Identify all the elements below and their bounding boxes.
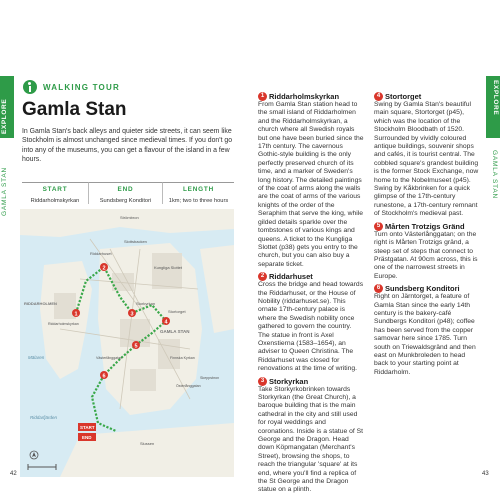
walking-tour-map[interactable]	[20, 209, 234, 477]
section-tab-right[interactable]: EXPLORE	[486, 76, 500, 138]
stop-name: Sundsberg Konditori	[385, 284, 460, 294]
stop-name: Riddarholmskyrkan	[269, 92, 340, 101]
walking-tour-label: WALKING TOUR	[43, 82, 120, 92]
stop-name: Riddarhuset	[269, 272, 313, 282]
stop-description: Turn onto Västerlånggatan; on the right is Mårten Trotzigs gränd, a steep set of steps that connect to Prästgatan. At 90cm across, this is one of the narrowest streets in Europe.	[374, 230, 478, 280]
tour-stop-1	[258, 92, 364, 269]
svg-text:Stortorget: Stortorget	[168, 309, 186, 314]
tour-stop-5	[374, 222, 480, 281]
svg-text:Slussen: Slussen	[140, 441, 155, 446]
stop-number-badge: 5	[374, 222, 383, 231]
tour-stop-4	[374, 92, 480, 219]
svg-text:Riddarfjärden: Riddarfjärden	[30, 415, 58, 420]
svg-text:6: 6	[102, 373, 106, 380]
stop-number-badge: 6	[374, 284, 383, 293]
map-svg	[20, 209, 234, 477]
stop-heading	[374, 222, 480, 231]
svg-text:Slottsbacken: Slottsbacken	[124, 239, 147, 244]
stop-number-badge: 3	[258, 377, 267, 386]
stop-heading	[258, 377, 364, 386]
stops-column-right	[374, 89, 480, 377]
stop-heading	[374, 92, 480, 101]
svg-text:5: 5	[134, 343, 138, 350]
walking-person-icon	[23, 80, 37, 94]
svg-text:Storkyrkan: Storkyrkan	[136, 301, 156, 306]
page-number-right: 43	[482, 471, 489, 477]
map-building	[158, 339, 180, 369]
svg-text:Finnska Kyrkan: Finnska Kyrkan	[170, 356, 195, 360]
stop-description: From Gamla Stan station head to the small island of Riddarholmen and the Riddarholmskyrkan, a church where all Swedish royals but one have been buried since the 17th century. The cavernous Gothic-style building is the only perfectly preserved church of its time, and a marker of Sweden's long history. The detailed paintings of the coat of arms along the walls are the coat of arms of the various knights of the order of the Seraphim that serve the king, while gilded details sparkle over the tombstones of various kings and queens. A ticket to the Kungliga Slottet (p38) gets you entry to the church, but you can also buy a separate ticket.	[258, 101, 364, 268]
svg-text:Västerlånggatan: Västerlånggatan	[96, 356, 123, 360]
stop-description: Cross the bridge and head towards the Riddarhuset, or the House of Nobility (riddarhuset.se). This ornate 17th-century palace is where the Swedish nobility once gathered to govern the country. The statue in front is Axel Oxenstierna (1583–1654), an adviser to Queen Christina. The Riddarhuset was closed for renovations at the time of writing.	[258, 281, 364, 373]
svg-text:GAMLA STAN: GAMLA STAN	[160, 329, 190, 334]
stat-value: Riddarholmskyrkan	[30, 198, 80, 204]
svg-text:4: 4	[164, 319, 168, 326]
stop-description: Right on Järntorget, a feature of Gamla Stan since the early 14th century is the bakery-café Sundbergs Konditori (p48); coffee has been served from the copper samovar here since 1785. Turn south on Triewaldsgränd and then east on Munkbroleden to head back to your starting point at Riddarholm.	[374, 293, 476, 376]
side-label-right: GAMLA STAN	[491, 150, 498, 200]
stop-name: Storkyrkan	[269, 376, 309, 386]
stop-heading	[258, 272, 364, 281]
svg-text:Riddarholmskyrkan: Riddarholmskyrkan	[48, 322, 79, 326]
stop-number-badge: 1	[258, 92, 267, 101]
stat-heading: START	[42, 186, 68, 193]
stat-length	[162, 182, 234, 204]
map-building	[130, 369, 156, 391]
page-title: Gamla Stan	[22, 99, 127, 120]
svg-text:RIDDARHOLMEN: RIDDARHOLMEN	[24, 301, 57, 306]
svg-text:START: START	[80, 425, 95, 430]
svg-text:Österlånggatan: Österlånggatan	[176, 384, 201, 388]
stat-start	[22, 182, 88, 204]
stop-heading	[258, 92, 364, 101]
svg-text:1: 1	[74, 311, 78, 318]
stat-value: Sundsberg Konditori	[99, 198, 152, 204]
stat-heading: LENGTH	[182, 186, 215, 193]
tour-stop-3	[258, 377, 364, 495]
stop-number-badge: 4	[374, 92, 383, 101]
svg-text:Mälaren: Mälaren	[28, 355, 45, 360]
map-building	[152, 253, 182, 289]
svg-text:Strömbron: Strömbron	[120, 215, 139, 220]
svg-text:Kungliga Slottet: Kungliga Slottet	[154, 265, 183, 270]
stat-value: 1km; two to three hours	[168, 198, 229, 204]
stop-heading	[374, 284, 480, 293]
side-label-left: GAMLA STAN	[1, 166, 8, 216]
stat-end	[88, 182, 162, 204]
svg-text:Skeppsbron: Skeppsbron	[200, 376, 220, 380]
svg-text:END: END	[82, 435, 92, 440]
tour-stop-2	[258, 272, 364, 373]
page-number-left: 42	[10, 471, 17, 477]
stop-description: Take Storkyrkobrinken towards Storkyrkan (the Great Church), a baroque building that is the main cathedral in the city and still used for royal weddings and coronations. Inside is a statue of St George and the Dragon. Head down Köpmangatan (Merchant's Street), browsing the shops, to reach the triangular 'square' at its end, where you'll find a replica of the St George and the Dragon statue on a plinth.	[258, 385, 364, 494]
tour-stop-6	[374, 284, 480, 377]
svg-text:3: 3	[130, 311, 134, 318]
stop-name: Stortorget	[385, 92, 422, 101]
tour-stats	[22, 182, 234, 204]
walking-tour-header	[23, 80, 120, 94]
stat-heading: END	[117, 186, 134, 193]
svg-text:Riddarhuset: Riddarhuset	[90, 251, 112, 256]
svg-text:2: 2	[102, 265, 106, 272]
stop-description: Swing by Gamla Stan's beautiful main square, Stortorget (p45), which was the location of the Stockholm Bloodbath of 1520. Surrounded by vividly coloured antique buildings, souvenir shops and cafés, it is tourist central. The cobbled square's grandest building is the former Stock Exchange, now home to the Nobelmuseet (p45). Swing by Kåkbrinken for a quick glimpse of the 17th-century runestone, a 17th-century remnant of Stockholm's medieval past.	[374, 101, 479, 218]
stops-column-left	[258, 89, 364, 495]
stop-number-badge: 2	[258, 272, 267, 281]
intro-paragraph: In Gamla Stan's back alleys and quieter side streets, it can seem like Stockholm is almost unchanged since medieval times. If you don't go into any of the museums, you can get a flavour of the island in a few hours.	[22, 128, 233, 163]
stop-name: Mårten Trotzigs Gränd	[385, 221, 465, 231]
section-tab-left[interactable]: EXPLORE	[0, 76, 14, 138]
